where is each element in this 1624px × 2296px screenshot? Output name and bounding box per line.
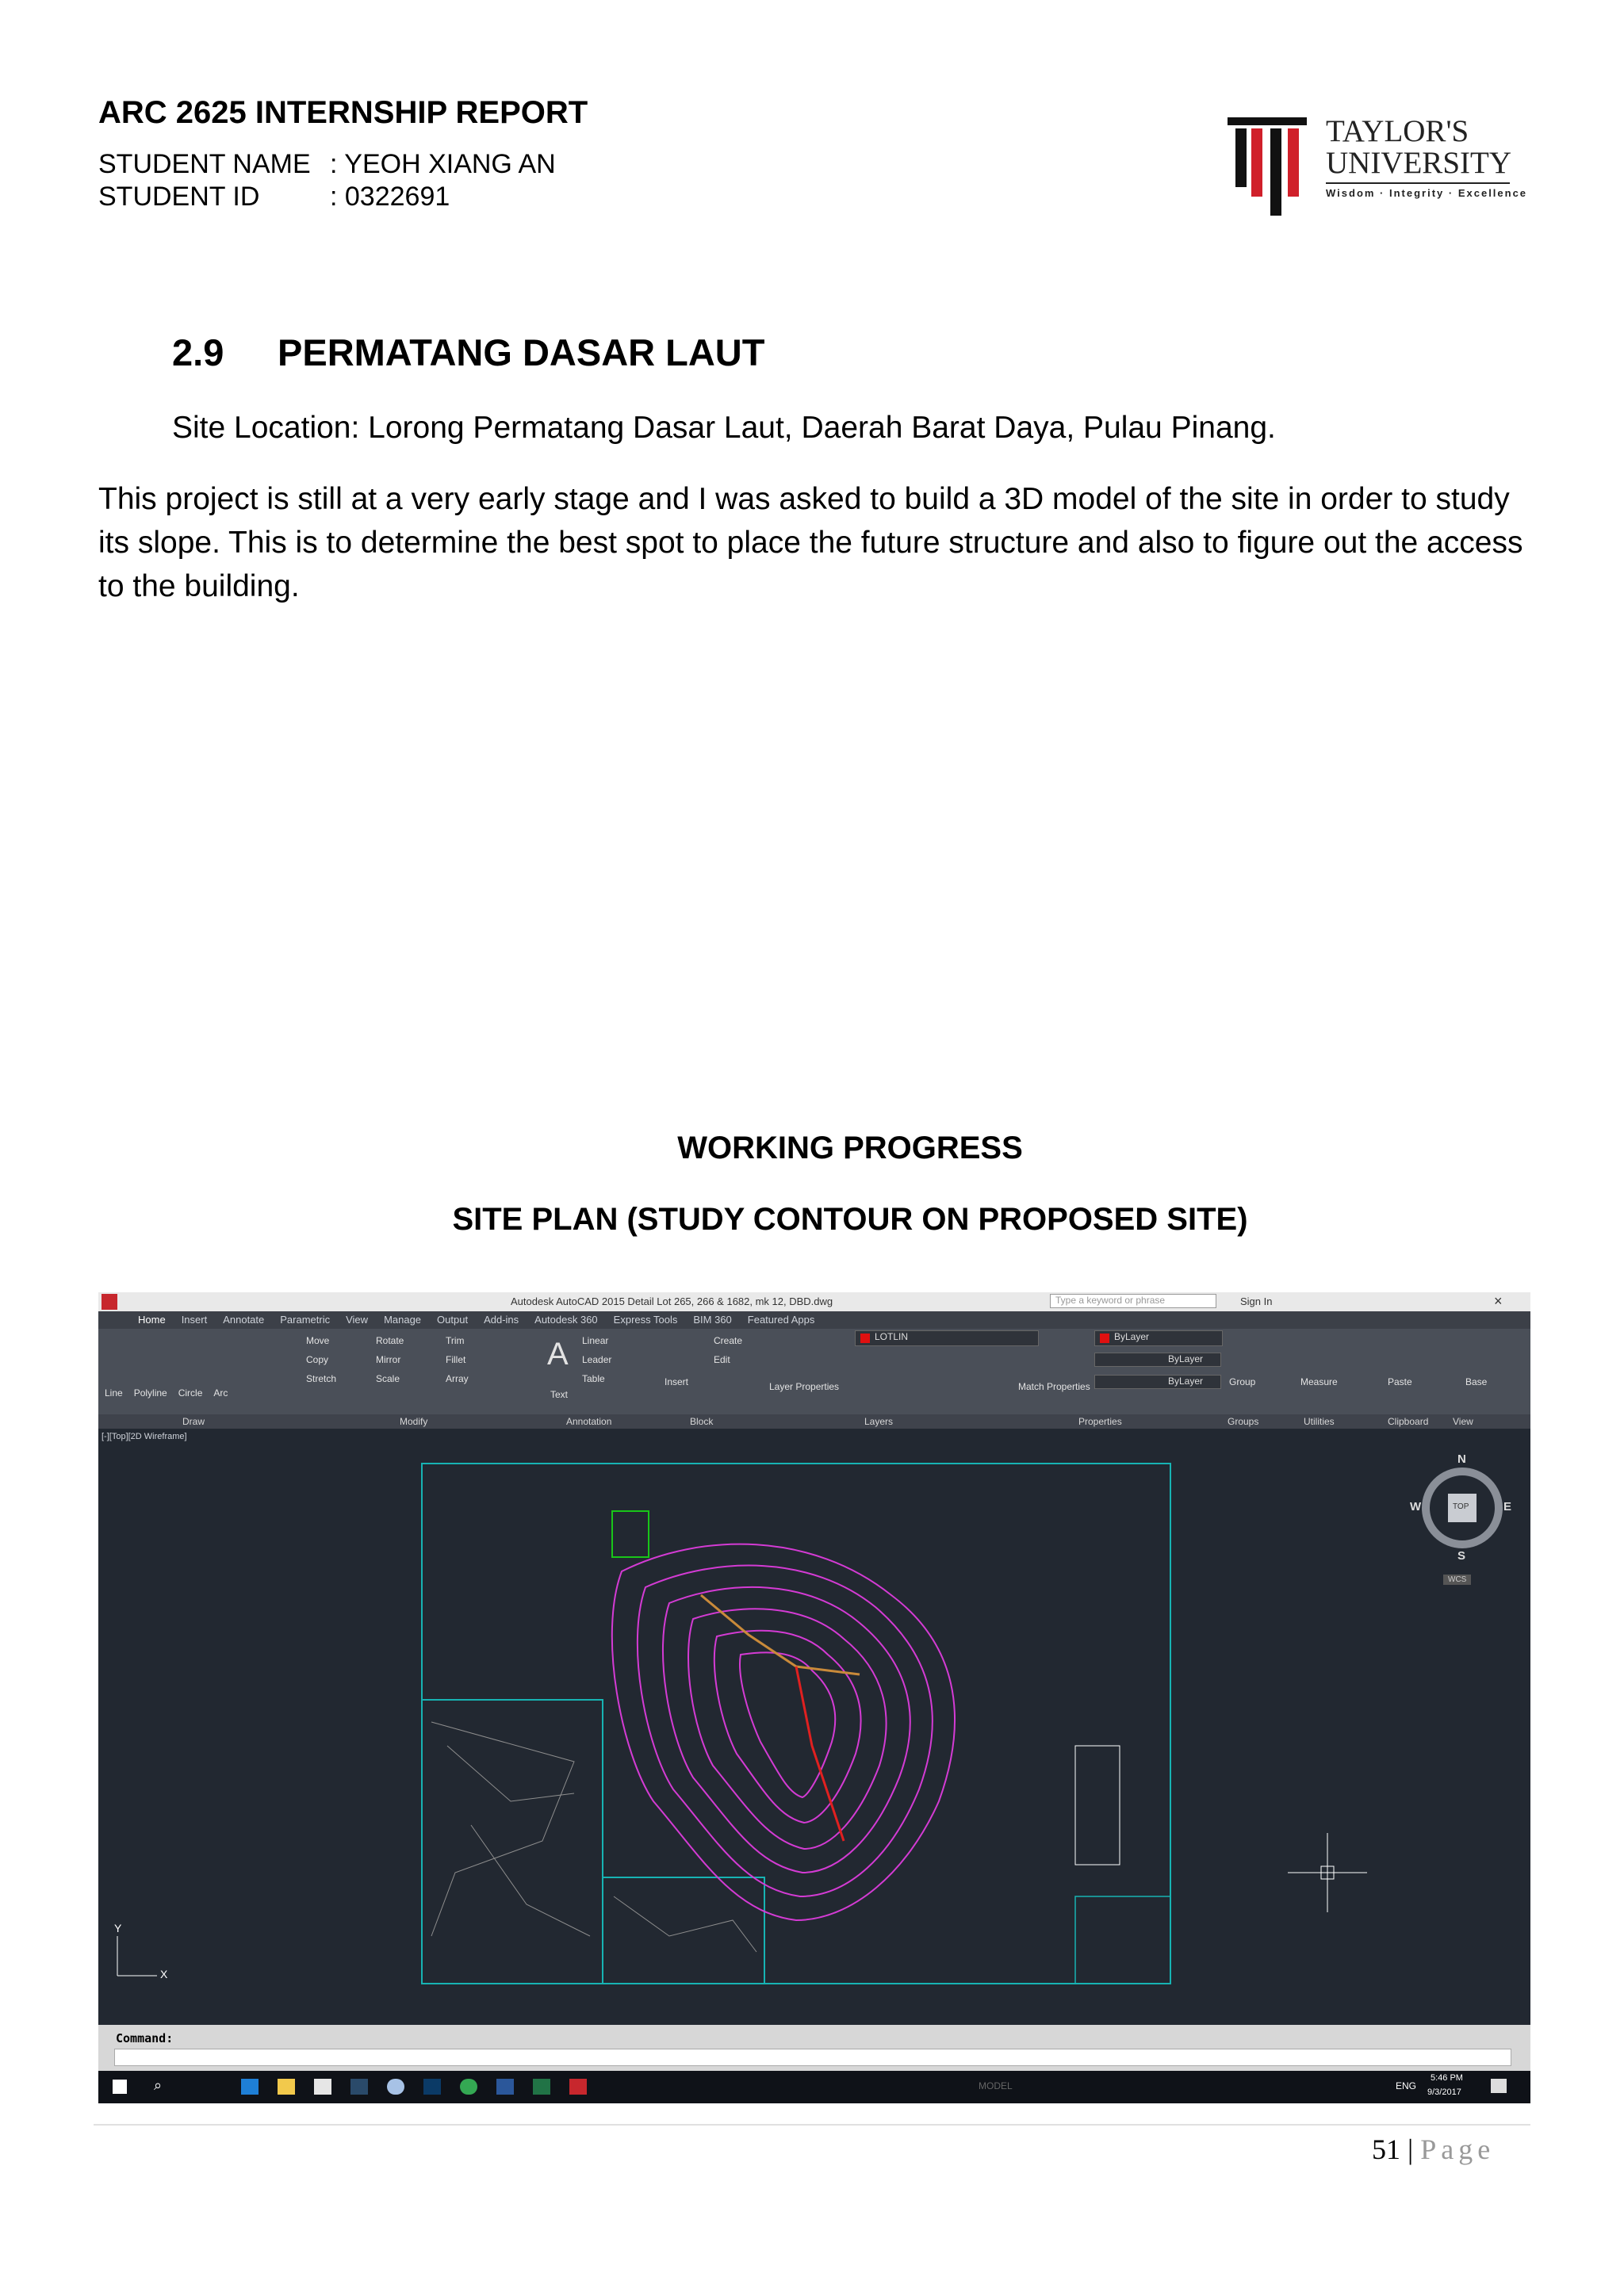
windows-taskbar: [98, 2071, 1530, 2103]
caption-working-progress: WORKING PROGRESS: [677, 1131, 1023, 1165]
move-tool[interactable]: Move: [306, 1335, 330, 1346]
logo-line1: TAYLOR'S: [1326, 114, 1469, 148]
university-logo-mark: [1228, 117, 1307, 220]
logo-line2: UNIVERSITY: [1326, 146, 1511, 180]
photoshop-icon[interactable]: [423, 2079, 441, 2095]
layer-properties-tool[interactable]: Layer Properties: [769, 1381, 840, 1392]
autocad-app-icon[interactable]: [102, 1294, 117, 1310]
polyline-tool[interactable]: Polyline: [133, 1387, 167, 1399]
lightroom-icon[interactable]: [350, 2079, 368, 2095]
compass-e[interactable]: E: [1503, 1500, 1512, 1513]
block-tools: [714, 1335, 742, 1365]
site-location: Site Location: Lorong Permatang Dasar Laut, Daerah Barat Daya, Pulau Pinang.: [172, 411, 1276, 445]
panel-utilities[interactable]: Utilities: [1304, 1416, 1335, 1427]
compass-s[interactable]: S: [1457, 1549, 1466, 1563]
annotation-tools: [582, 1335, 611, 1384]
panel-modify[interactable]: Modify: [400, 1416, 428, 1427]
search-input[interactable]: Type a keyword or phrase: [1050, 1294, 1216, 1308]
text-icon[interactable]: A: [547, 1337, 569, 1372]
sign-in-link[interactable]: Sign In: [1240, 1295, 1273, 1307]
student-name-label: STUDENT NAME: [98, 149, 311, 179]
ucs-y-label: Y: [114, 1922, 122, 1934]
student-name-value: : YEOH XIANG AN: [330, 149, 556, 179]
panel-draw[interactable]: Draw: [182, 1416, 205, 1427]
location-plan-frame: [422, 1700, 603, 1984]
tab-manage[interactable]: Manage: [384, 1314, 422, 1326]
search-icon[interactable]: ⌕: [154, 2077, 163, 2093]
arc-tool[interactable]: Arc: [213, 1387, 228, 1399]
edge-icon[interactable]: [241, 2079, 259, 2095]
panel-properties[interactable]: Properties: [1078, 1416, 1122, 1427]
array-tool[interactable]: Array: [446, 1373, 469, 1384]
paste-tool[interactable]: Paste: [1388, 1376, 1412, 1387]
linear-tool[interactable]: Linear: [582, 1335, 609, 1346]
tab-autodesk-360[interactable]: Autodesk 360: [534, 1314, 598, 1326]
layer-dropdown[interactable]: [855, 1330, 1039, 1346]
excel-icon[interactable]: [533, 2079, 550, 2095]
measure-tool[interactable]: Measure: [1300, 1376, 1338, 1387]
tab-home[interactable]: Home: [138, 1314, 166, 1326]
command-label: Command:: [116, 2031, 174, 2045]
rotate-tool[interactable]: Rotate: [376, 1335, 404, 1346]
scale-tool[interactable]: Scale: [376, 1373, 400, 1384]
tab-view[interactable]: View: [346, 1314, 369, 1326]
clock-time[interactable]: 5:46 PM: [1431, 2073, 1463, 2083]
panel-labels: [98, 1414, 1530, 1429]
panel-groups[interactable]: Groups: [1228, 1416, 1259, 1427]
window-title: Autodesk AutoCAD 2015 Detail Lot 265, 266 & 1682, mk 12, DBD.dwg: [511, 1295, 833, 1307]
file-explorer-icon[interactable]: [278, 2079, 295, 2095]
student-name-line: [98, 149, 556, 180]
section-title: PERMATANG DASAR LAUT: [278, 331, 765, 373]
site-plan-drawing: [98, 1429, 1530, 2025]
tab-parametric[interactable]: Parametric: [280, 1314, 331, 1326]
ribbon: [98, 1329, 1530, 1414]
linetype-dropdown[interactable]: ByLayer: [1094, 1353, 1221, 1367]
panel-annotation[interactable]: Annotation: [566, 1416, 612, 1427]
color-value: ByLayer: [1114, 1331, 1150, 1342]
tab-insert[interactable]: Insert: [181, 1314, 208, 1326]
base-tool[interactable]: Base: [1465, 1376, 1488, 1387]
panel-layers[interactable]: Layers: [864, 1416, 894, 1427]
command-line[interactable]: [98, 2025, 1530, 2071]
line-tool[interactable]: Line: [105, 1387, 123, 1399]
title-block-frame: [1075, 1896, 1170, 1984]
tab-featured-apps[interactable]: Featured Apps: [747, 1314, 815, 1326]
color-dropdown[interactable]: [1094, 1330, 1223, 1346]
page-word: Page: [1420, 2133, 1496, 2165]
ribbon-tabs: [98, 1311, 1530, 1329]
itunes-icon[interactable]: [387, 2079, 404, 2095]
student-id-label: STUDENT ID: [98, 182, 260, 212]
section-number: 2.9: [172, 331, 224, 373]
mirror-tool[interactable]: Mirror: [376, 1354, 401, 1365]
clock-date[interactable]: 9/3/2017: [1427, 2087, 1461, 2097]
page-number: 51: [1372, 2133, 1400, 2165]
panel-block[interactable]: Block: [690, 1416, 714, 1427]
panel-view[interactable]: View: [1453, 1416, 1473, 1427]
tab-add-ins[interactable]: Add-ins: [484, 1314, 519, 1326]
draw-tools: [105, 1387, 228, 1399]
model-status[interactable]: MODEL: [979, 2080, 1013, 2091]
match-properties-tool[interactable]: Match Properties: [1018, 1381, 1090, 1392]
trim-tool[interactable]: Trim: [446, 1335, 465, 1346]
tab-annotate[interactable]: Annotate: [223, 1314, 265, 1326]
panel-clipboard[interactable]: Clipboard: [1388, 1416, 1429, 1427]
insert-tool[interactable]: Insert: [665, 1376, 689, 1387]
autocad-taskbar-icon[interactable]: [569, 2079, 587, 2095]
fillet-tool[interactable]: Fillet: [446, 1354, 466, 1365]
caption-site-plan: SITE PLAN (STUDY CONTOUR ON PROPOSED SITE): [452, 1202, 1248, 1237]
viewcube-top[interactable]: TOP: [1453, 1502, 1469, 1511]
circle-tool[interactable]: Circle: [178, 1387, 203, 1399]
sheet-border: [422, 1464, 1170, 1984]
detail-callout: [612, 1511, 649, 1557]
report-title: ARC 2625 INTERNSHIP REPORT: [98, 95, 588, 130]
close-icon[interactable]: ×: [1494, 1293, 1503, 1309]
stretch-tool[interactable]: Stretch: [306, 1373, 337, 1384]
footer-rule: [94, 2124, 1530, 2126]
store-icon[interactable]: [314, 2079, 331, 2095]
logo-divider: [1326, 182, 1510, 184]
chrome-icon[interactable]: [460, 2079, 477, 2095]
group-tool[interactable]: Group: [1229, 1376, 1256, 1387]
tab-output[interactable]: Output: [437, 1314, 469, 1326]
create-block-tool[interactable]: Create: [714, 1335, 743, 1346]
windows-start-icon[interactable]: [113, 2080, 127, 2094]
notifications-icon[interactable]: [1491, 2079, 1507, 2093]
command-input[interactable]: [114, 2049, 1511, 2066]
legend-block: [1075, 1746, 1120, 1865]
logo-tagline: Wisdom · Integrity · Excellence: [1326, 187, 1528, 199]
color-swatch: [1100, 1334, 1109, 1343]
page-separator: |: [1408, 2133, 1414, 2165]
leader-tool[interactable]: Leader: [582, 1354, 612, 1365]
drawing-canvas[interactable]: [98, 1429, 1530, 2025]
copy-tool[interactable]: Copy: [306, 1354, 329, 1365]
edit-block-tool[interactable]: Edit: [714, 1354, 730, 1365]
autocad-titlebar: [98, 1292, 1530, 1311]
text-tool[interactable]: Text: [550, 1389, 569, 1400]
compass-n[interactable]: N: [1457, 1452, 1466, 1466]
autocad-screenshot: [98, 1292, 1530, 2103]
wcs-menu[interactable]: WCS: [1443, 1575, 1471, 1585]
page-number-footer: [1372, 2133, 1495, 2166]
contour-lines: [612, 1544, 955, 1920]
table-tool[interactable]: Table: [582, 1373, 605, 1384]
university-logo-text: [1326, 116, 1511, 179]
language-indicator[interactable]: ENG: [1396, 2080, 1417, 2091]
student-id-line: [98, 182, 450, 212]
student-id-value: : 0322691: [330, 182, 450, 212]
compass-w[interactable]: W: [1410, 1500, 1422, 1513]
modify-tools: [306, 1335, 515, 1384]
body-paragraph: This project is still at a very early stage and I was asked to build a 3D model of the site in order to study its slope. This is to determine the best spot to place the future structure and also to figure out the access to the building.: [98, 482, 1523, 603]
lineweight-dropdown[interactable]: ByLayer: [1094, 1375, 1221, 1389]
viewport-label[interactable]: [-][Top][2D Wireframe]: [102, 1432, 187, 1441]
layer-color-swatch: [860, 1334, 870, 1343]
tab-express-tools[interactable]: Express Tools: [613, 1314, 678, 1326]
word-icon[interactable]: [496, 2079, 514, 2095]
ucs-x-label: X: [160, 1968, 168, 1980]
layer-name: LOTLIN: [875, 1331, 909, 1342]
tab-bim-360[interactable]: BIM 360: [693, 1314, 732, 1326]
